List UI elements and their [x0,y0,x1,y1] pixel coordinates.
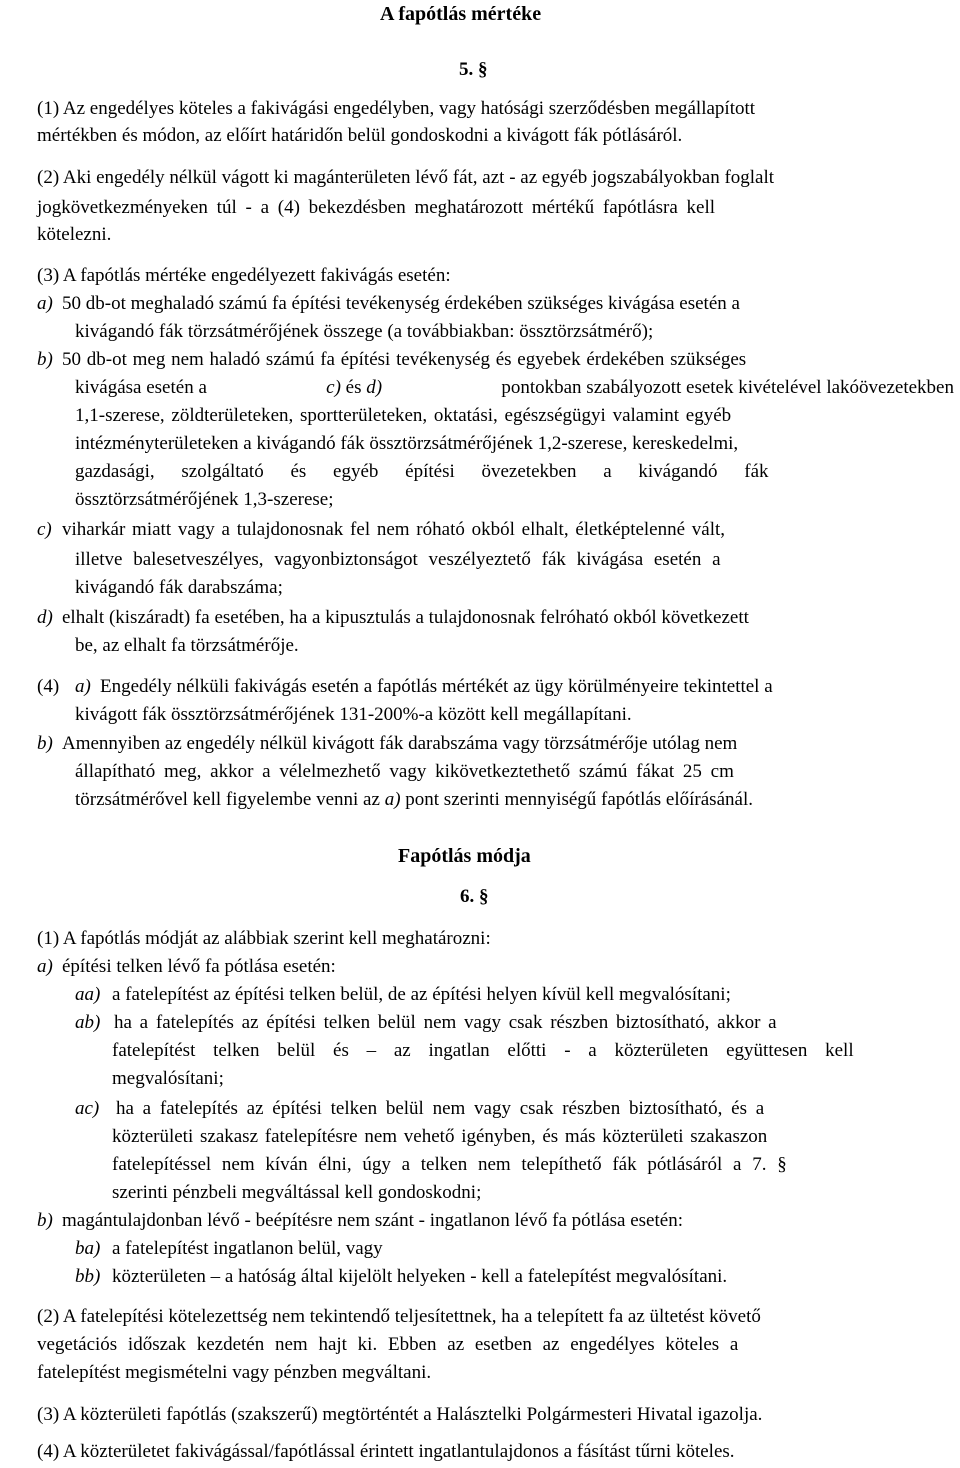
item-line: állapítható meg, akkor a vélelmezhető vagy kikövetkeztethető számú fákat 25 cm [75,761,734,782]
paragraph-line: mértékben és módon, az előírt határidőn belül gondoskodni a kivágott fák pótlásáról. [37,125,683,146]
item-line: 50 db-ot meghaladó számú fa építési tevékenység érdekében szükséges kivágása esetén a [62,293,740,314]
item-label: ac) [75,1098,100,1119]
item-line: törzsátmérővel kell figyelembe venni az a) pont szerinti mennyiségű fapótlás előírásánál. [75,789,753,810]
item-line: Amennyiben az engedély nélkül kivágott fák darabszáma vagy törzsátmérője utólag nem [62,733,738,754]
item-line: a fatelepítést ingatlanon belül, vagy [112,1238,383,1259]
paragraph-line: (1) Az engedélyes köteles a fakivágási engedélyben, vagy hatósági szerződésben megállapított [37,98,756,119]
section-number: 6. § [460,886,489,907]
item-line: kivágandó fák darabszáma; [75,577,283,598]
item-line: 50 db-ot meg nem haladó számú fa építési tevékenység és egyebek érdekében szükséges [62,349,747,370]
item-line: össztörzsátmérőjének 1,3-szerese; [75,489,334,510]
item-line: közterületi szakasz fatelepítésre nem vehető igényben, és más közterületi szakaszon [112,1126,768,1147]
item-line: intézményterületeken a kivágandó fák össztörzsátmérőjének 1,2-szerese, kereskedelmi, [75,433,739,454]
item-line: fatelepítéssel nem kíván élni, úgy a telken nem telepíthető fák pótlásáról a 7. § [112,1154,787,1175]
item-line: megvalósítani; [112,1068,224,1089]
item-label: ba) [75,1238,101,1259]
item-label: bb) [75,1266,101,1287]
paragraph-number: (4) [37,676,60,697]
paragraph-line: (3) A fapótlás mértéke engedélyezett fakivágás esetén: [37,265,451,286]
item-label: a) [75,676,91,697]
section-number: 5. § [459,59,488,80]
paragraph-line: (3) A közterületi fapótlás (szakszerű) megtörténtét a Halásztelki Polgármesteri Hivatal igazolja. [37,1404,763,1425]
item-line: Engedély nélküli fakivágás esetén a fapótlás mértékét az ügy körülményeire tekintettel a [100,676,773,697]
item-label: aa) [75,984,101,1005]
paragraph-line: kötelezni. [37,224,112,245]
item-line: elhalt (kiszáradt) fa esetében, ha a kipusztulás a tulajdonosnak felróható okból következett [62,607,749,628]
paragraph-line: vegetációs időszak kezdetén nem hajt ki. Ebben az esetben az engedélyes köteles a [37,1334,739,1355]
paragraph-line: (4) A közterületet fakivágással/fapótlással érintett ingatlantulajdonos a fásítást tűrni köteles. [37,1441,735,1462]
section-title: Fapótlás módja [398,845,531,867]
item-line: kivágott fák össztörzsátmérőjének 131-200%-a között kell megállapítani. [75,704,632,725]
item-line: fatelepítést telken belül és – az ingatlan előtti - a közterületen együttesen kell [112,1040,854,1061]
item-line: viharkár miatt vagy a tulajdonosnak fel nem róható okból elhalt, életképtelenné vált, [62,519,726,540]
page-title: A fapótlás mértéke [380,3,542,25]
paragraph-line: (2) A fatelepítési kötelezettség nem tekintendő teljesítettnek, ha a telepített fa az ültetést követő [37,1306,761,1327]
item-line: be, az elhalt fa törzsátmérője. [75,635,299,656]
item-line: építési telken lévő fa pótlása esetén: [62,956,336,977]
item-line: szerinti pénzbeli megváltással kell gondoskodni; [112,1182,482,1203]
paragraph-line: fatelepítést megismételni vagy pénzben megváltani. [37,1362,432,1383]
item-label: b) [37,349,53,370]
paragraph-line: jogkövetkezményeken túl - a (4) bekezdésben meghatározott mértékű fapótlásra kell [37,197,716,218]
item-label: b) [37,1210,53,1231]
item-line: közterületen – a hatóság által kijelölt helyeken - kell a fatelepítést megvalósítani. [112,1266,728,1287]
item-line: ha a fatelepítés az építési telken belül nem vagy csak részben biztosítható, akkor a [114,1012,777,1033]
paragraph-line: (1) A fapótlás módját az alábbiak szerint kell meghatározni: [37,928,491,949]
item-label: ab) [75,1012,101,1033]
item-line: magántulajdonban lévő - beépítésre nem szánt - ingatlanon lévő fa pótlása esetén: [62,1210,683,1231]
item-line: kivágandó fák törzsátmérőjének összege (a továbbiakban: össztörzsátmérő); [75,321,654,342]
item-label: a) [37,956,53,977]
item-line: gazdasági, szolgáltató és egyéb építési övezetekben a kivágandó fák [75,461,769,482]
item-line: illetve balesetveszélyes, vagyonbiztonságot veszélyeztető fák kivágása esetén a [75,549,721,570]
item-label: d) [37,607,53,628]
item-line: a fatelepítést az építési telken belül, de az építési helyen kívül kell megvalósítani; [112,984,731,1005]
item-label: b) [37,733,53,754]
item-label: a) [37,293,53,314]
paragraph-line: (2) Aki engedély nélkül vágott ki magánterületen lévő fát, azt - az egyéb jogszabályokban foglalt [37,167,775,188]
item-line: 1,1-szerese, zöldterületeken, sportterületeken, oktatási, egészségügyi valamint egyéb [75,405,732,426]
item-line: kivágása esetén a c) és d) pontokban szabályozott esetek kivételével lakóövezetekben [75,377,954,398]
item-line: ha a fatelepítés az építési telken belül nem vagy csak részben biztosítható, és a [116,1098,765,1119]
item-label: c) [37,519,52,540]
